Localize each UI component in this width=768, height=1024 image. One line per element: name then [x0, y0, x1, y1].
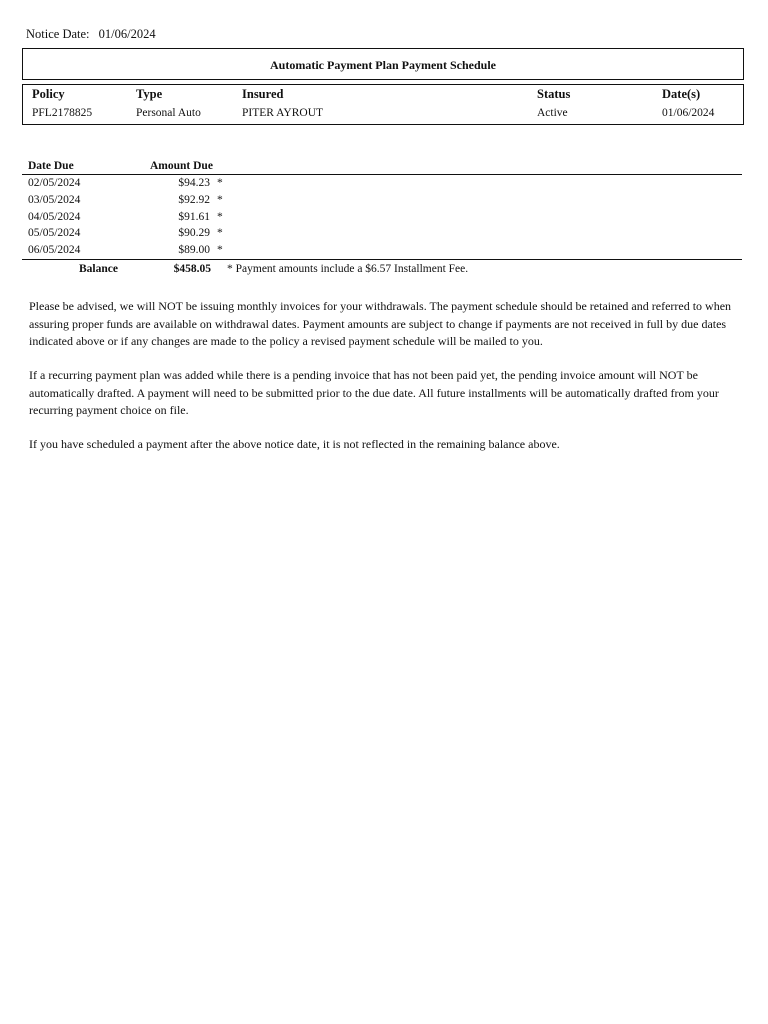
notice-date-value: 01/06/2024 — [98, 27, 156, 41]
payment-row — [22, 192, 742, 209]
payment-amount: $94.23 — [178, 177, 210, 189]
date-due-header: Date Due — [28, 160, 74, 172]
payment-schedule-header — [22, 159, 742, 175]
policy-date: 01/06/2024 — [662, 107, 715, 119]
payment-amount: $91.61 — [178, 210, 210, 223]
fee-marker: * — [217, 177, 223, 189]
payment-amount: $92.92 — [178, 193, 210, 206]
payment-date: 04/05/2024 — [28, 210, 81, 223]
payment-schedule-table — [22, 159, 742, 278]
notice-date-label: Notice Date: — [26, 27, 90, 41]
payment-amount: $90.29 — [178, 227, 210, 240]
amount-due-header: Amount Due — [150, 160, 213, 172]
insured-name: PITER AYROUT — [242, 107, 324, 119]
status-header: Status — [537, 87, 571, 101]
type-header: Type — [136, 87, 163, 101]
notice-date — [26, 27, 156, 42]
scheduled-payment-paragraph: If you have scheduled a payment after the above notice date, it is not reflected in the remaining balance above. — [29, 437, 560, 451]
policy-number: PFL2178825 — [32, 107, 93, 119]
fee-marker: * — [217, 210, 223, 223]
payment-row — [22, 225, 742, 242]
balance-row — [22, 259, 742, 278]
policy-info-table — [22, 84, 744, 125]
schedule-title: Automatic Payment Plan Payment Schedule — [22, 48, 744, 80]
insured-header: Insured — [242, 87, 284, 101]
fee-marker: * — [217, 193, 223, 206]
recurring-plan-paragraph: If a recurring payment plan was added while there is a pending invoice that has not been paid yet, the pending invoice amount will NOT be automatically drafted. A payment will need to be submitted prior to the due date. All future installments will be automatically drafted from your recurring payment choice on file. — [29, 368, 719, 417]
payment-date: 05/05/2024 — [28, 227, 81, 240]
payment-amount: $89.00 — [178, 244, 210, 257]
policy-header: Policy — [32, 87, 65, 101]
policy-type: Personal Auto — [136, 107, 201, 119]
installment-fee-note: * Payment amounts include a $6.57 Installment Fee. — [227, 262, 469, 275]
payment-date: 06/05/2024 — [28, 244, 81, 257]
withdrawal-notice-paragraph: Please be advised, we will NOT be issuing monthly invoices for your withdrawals. The payment schedule should be retained and referred to when assuring proper funds are available on withdrawal dates. Payment amounts are subject to change if payments are not received in full by due dates indicated above or if any changes are made to the policy a revised payment schedule will be mailed to you. — [29, 299, 732, 348]
payment-date: 02/05/2024 — [28, 177, 81, 189]
fee-marker: * — [217, 244, 223, 257]
dates-header: Date(s) — [662, 87, 701, 101]
fee-marker: * — [217, 227, 223, 240]
balance-label: Balance — [79, 262, 118, 275]
payment-row — [22, 209, 742, 226]
payment-row — [22, 242, 742, 259]
policy-status: Active — [537, 107, 568, 119]
payment-row — [22, 175, 742, 192]
payment-date: 03/05/2024 — [28, 193, 81, 206]
balance-amount: $458.05 — [173, 262, 211, 275]
